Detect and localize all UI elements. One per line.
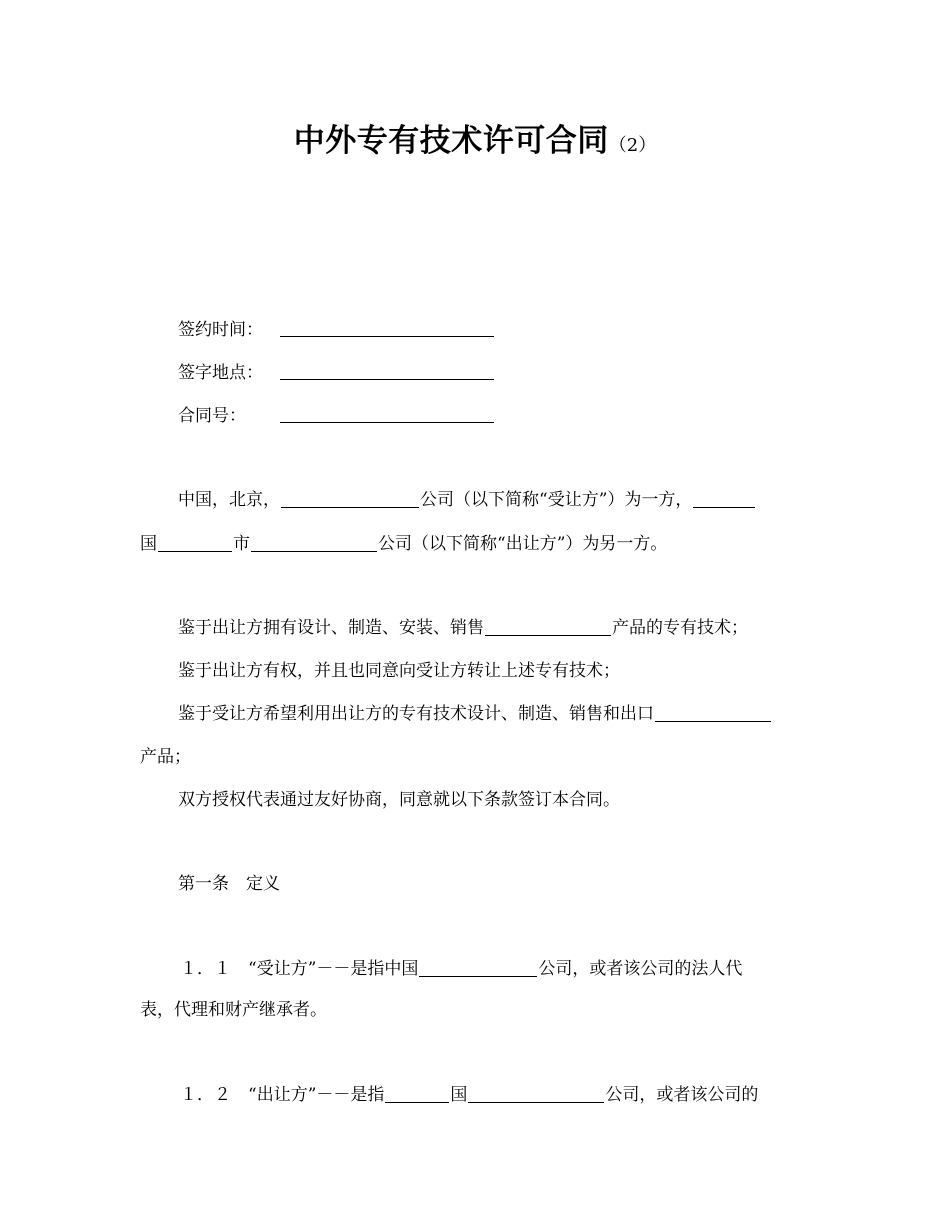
clause-text: １．１ “受让方”－－是指中国 xyxy=(180,959,419,979)
blank-line xyxy=(693,489,755,508)
article-1-heading xyxy=(178,872,280,896)
whereas-3-cont xyxy=(140,745,191,769)
whereas-2 xyxy=(178,659,620,683)
sign-place-label: 签字地点： xyxy=(178,363,263,383)
sign-place-blank xyxy=(280,379,494,380)
sign-time-label: 签约时间： xyxy=(178,320,263,340)
clause-1-2 xyxy=(180,1083,758,1107)
preamble-text: 市 xyxy=(233,534,250,554)
clause-text: 公司，或者该公司的法人代 xyxy=(538,959,743,979)
article-heading: 第一条 定义 xyxy=(178,874,280,894)
whereas-text: 鉴于出让方有权，并且也同意向受让方转让上述专有技术； xyxy=(178,661,620,681)
contract-no-field xyxy=(178,404,246,428)
preamble-line-2 xyxy=(140,532,667,556)
blank-line xyxy=(385,1084,449,1103)
contract-no-label: 合同号： xyxy=(178,406,246,426)
title-main: 中外专有技术许可合同 xyxy=(293,123,609,159)
whereas-text: 产品的专有技术； xyxy=(612,618,748,638)
whereas-text: 鉴于受让方希望利用出让方的专有技术设计、制造、销售和出口 xyxy=(178,704,654,724)
contract-no-blank xyxy=(280,422,494,423)
sign-time-field xyxy=(178,318,263,342)
preamble-text: 公司（以下简称“出让方”）为另一方。 xyxy=(378,534,668,554)
title-suffix: （2） xyxy=(608,135,657,156)
blank-line xyxy=(655,703,771,722)
clause-text: １．２ “出让方”－－是指 xyxy=(180,1085,385,1105)
blank-line xyxy=(158,533,232,552)
clause-1-1-cont xyxy=(140,998,327,1022)
preamble-text: 国 xyxy=(140,534,157,554)
preamble-line-1 xyxy=(178,488,756,512)
preamble-text: 公司（以下简称“受让方”）为一方， xyxy=(420,490,693,510)
clause-1-1 xyxy=(180,957,742,981)
sign-place-field xyxy=(178,361,263,385)
whereas-text: 鉴于出让方拥有设计、制造、安装、销售 xyxy=(178,618,484,638)
whereas-1 xyxy=(178,616,748,640)
blank-line xyxy=(251,533,377,552)
whereas-4 xyxy=(178,788,620,812)
blank-line xyxy=(485,617,611,636)
whereas-text: 双方授权代表通过友好协商，同意就以下条款签订本合同。 xyxy=(178,790,620,810)
blank-line xyxy=(468,1084,604,1103)
preamble-text: 中国，北京， xyxy=(178,490,280,510)
clause-text: 表，代理和财产继承者。 xyxy=(140,1000,327,1020)
sign-time-blank xyxy=(280,336,494,337)
document-title xyxy=(0,115,950,160)
whereas-3 xyxy=(178,702,772,726)
blank-line xyxy=(419,958,537,977)
clause-text: 公司，或者该公司的 xyxy=(605,1085,759,1105)
whereas-text: 产品； xyxy=(140,747,191,767)
clause-text: 国 xyxy=(450,1085,468,1105)
blank-line xyxy=(281,489,419,508)
